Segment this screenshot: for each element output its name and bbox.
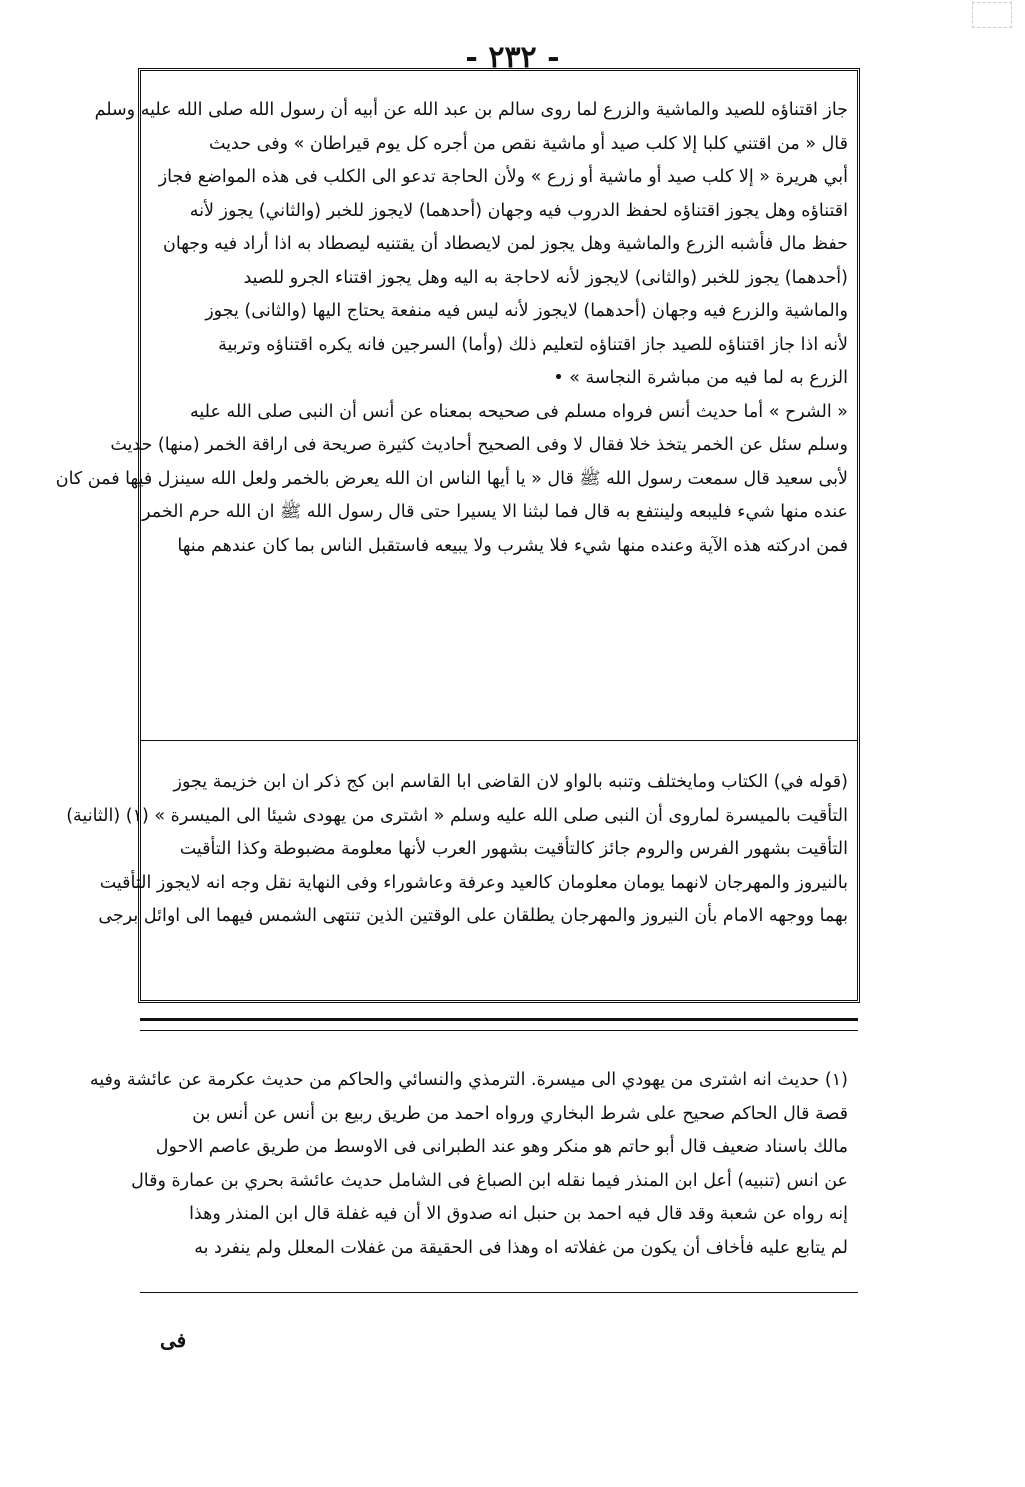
main-text-block: [55, 94, 848, 563]
main-text-line: قال « من اقتني كلبا إلا كلب صيد أو ماشية نقص من أجره كل يوم قيراطان » وفى حديث: [208, 133, 848, 154]
page-number: - ٢٣٢ -: [465, 40, 560, 75]
main-text-line: اقتناؤه وهل يجوز اقتناؤه لحفظ الدروب فيه وجهان (أحدهما) لايجوز للخبر (والثاني) يجوز لأنه: [189, 200, 848, 221]
footnote-divider-top: [140, 1018, 858, 1021]
footnote-line: إنه رواه عن شعبة وقد قال فيه احمد بن حنبل انه صدوق الا أن فيه غفلة قال ابن المنذر وهذا: [189, 1204, 848, 1224]
commentary-line: التأقيت بالميسرة لماروى أن النبى صلى الله عليه وسلم « اشترى من يهودى شيئا الى الميسرة » (١) (الثانية): [66, 805, 848, 826]
main-text-line: وسلم سئل عن الخمر يتخذ خلا فقال لا وفى الصحيح أحاديث كثيرة صريحة فى اراقة الخمر (منها) حديث: [110, 435, 848, 455]
footnotes-block: [89, 1064, 848, 1265]
main-text-line: أبي هريرة « إلا كلب صيد أو ماشية أو زرع » ولأن الحاجة تدعو الى الكلب فى هذه المواضع فجاز: [158, 167, 848, 187]
catchword: فى: [160, 1328, 187, 1352]
footnote-line: لم يتابع عليه فأخاف أن يكون من غفلاته اه وهذا فى الحقيقة من غفلات المعلل ولم ينفرد به: [194, 1237, 848, 1258]
footnote-line: قصة قال الحاكم صحيح على شرط البخاري ورواه احمد من طريق ربيع بن أنس عن أنس بن: [192, 1103, 848, 1124]
commentary-line: التأقيت بشهور الفرس والروم جائز كالتأقيت بشهور العرب لأنها معلومة مضبوطة وكذا التأقيت: [179, 839, 848, 859]
commentary-line: (قوله في) الكتاب ومايختلف وتنبه بالواو لان القاضى ابا القاسم ابن كج ذكر ان ابن خزيمة يجوز: [173, 772, 848, 792]
scan-corner-mark: [972, 2, 1012, 28]
main-text-line: جاز اقتناؤه للصيد والماشية والزرع لما روى سالم بن عبد الله عن أبيه أن رسول الله صلى الله عليه وسلم: [94, 100, 848, 120]
main-text-line: الزرع به لما فيه من مباشرة النجاسة » •: [553, 368, 848, 388]
footnote-end-rule: [140, 1292, 858, 1293]
footnote-line: مالك باسناد ضعيف قال أبو حاتم هو منكر وهو عند الطبرانى فى الاوسط من طريق عاصم الاحول: [155, 1137, 848, 1157]
main-text-line: لأنه اذا جاز اقتناؤه للصيد جاز اقتناؤه لتعليم ذلك (وأما) السرجين فانه يكره اقتناؤه وتربية: [218, 334, 848, 355]
main-text-line: (أحدهما) يجوز للخبر (والثانى) لايجوز لأنه لاحاجة به اليه وهل يجوز اقتناء الجرو للصيد: [243, 267, 848, 288]
main-text-line: فمن ادركته هذه الآية وعنده منها شيء فلا يشرب ولا يبيعه فاستقبل الناس بما كان عندهم منها: [177, 535, 848, 556]
footnote-divider-bottom: [140, 1030, 858, 1031]
footnote-line: (١) حديث انه اشترى من يهودي الى ميسرة. الترمذي والنسائي والحاكم من حديث عكرمة عن عائشة وفيه: [89, 1070, 848, 1090]
main-text-line: والماشية والزرع فيه وجهان (أحدهما) لايجوز لأنه ليس فيه منفعة يحتاج اليها (والثانى) يجوز: [205, 301, 848, 321]
section-divider: [140, 740, 858, 741]
main-text-line: عنده منها شيء فليبعه ولينتفع به قال فما لبثنا الا يسيرا حتى قال رسول الله ﷺ ان الله حرم الخمر: [142, 502, 848, 522]
commentary-line: بهما ووجهه الامام بأن النيروز والمهرجان يطلقان على الوقتين الذين تنتهى الشمس فيهما الى اوائل برجى: [98, 906, 848, 926]
footnote-line: عن انس (تنبيه) أعل ابن المنذر فيما نقله ابن الصباغ فى الشامل حديث عائشة بحري بن عمارة وقال: [131, 1170, 848, 1191]
main-text-line: « الشرح » أما حديث أنس فرواه مسلم فى صحيحه بمعناه عن أنس أن النبى صلى الله عليه: [190, 401, 848, 422]
main-text-line: لأبى سعيد قال سمعت رسول الله ﷺ قال « يا أيها الناس ان الله يعرض بالخمر ولعل الله سينزل فيها فمن كان: [55, 468, 848, 489]
commentary-block: [66, 766, 848, 934]
main-text-line: حفظ مال فأشبه الزرع والماشية وهل يجوز لمن لايصطاد أن يقتنيه ليصطاد به اذا أراد فيه وجهان: [163, 234, 848, 254]
commentary-line: بالنيروز والمهرجان لانهما يومان معلومان كالعيد وعرفة وعاشوراء وفى النهاية نقل وجه انه لايجوز التأقيت: [99, 872, 848, 893]
